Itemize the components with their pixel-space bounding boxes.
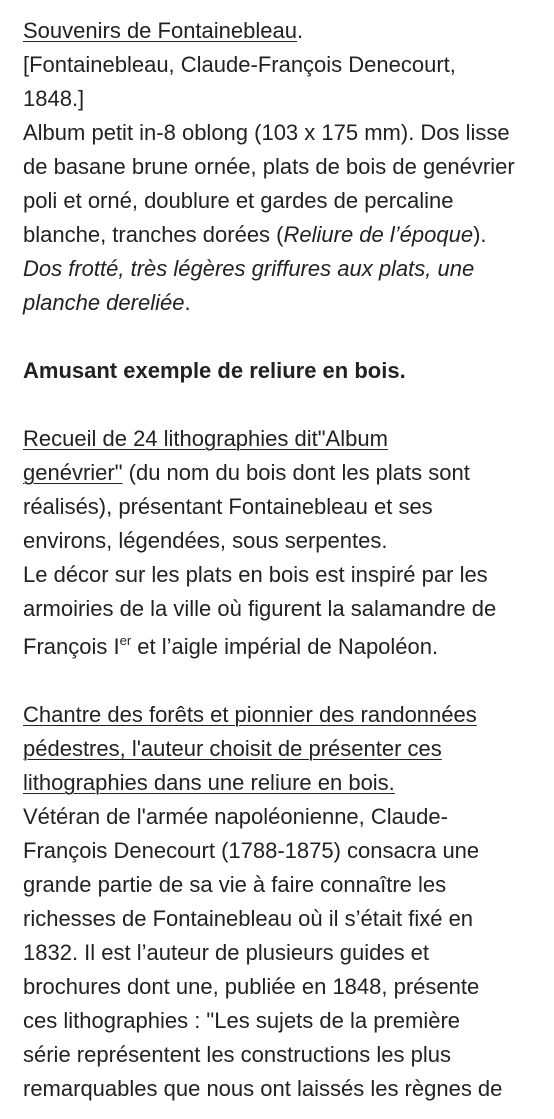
- binding-description: [23, 116, 538, 320]
- binding-period-note: Reliure de l’époque: [283, 222, 474, 247]
- recueil-line-4: environs, légendées, sous serpentes.: [23, 528, 388, 553]
- spacer: [23, 388, 538, 422]
- chantre-line-8: 1832. Il est l’auteur de plusieurs guides et: [23, 940, 430, 965]
- recueil-line-3: réalisés), présentant Fontainebleau et ses: [23, 494, 433, 519]
- binding-line-3: poli et orné, doublure et gardes de percaline: [23, 188, 454, 213]
- spacer: [23, 320, 538, 354]
- chantre-link-part-3[interactable]: lithographies dans une reliure en bois.: [23, 770, 395, 795]
- binding-line-4: [23, 218, 538, 252]
- chantre-line-11: série représentent les constructions les plus: [23, 1042, 451, 1067]
- headline: Amusant exemple de reliure en bois.: [23, 358, 406, 383]
- binding-line-1: Album petit in-8 oblong (103 x 175 mm). Dos lisse: [23, 120, 510, 145]
- chantre-line-12: remarquables que nous ont laissés les règnes de: [23, 1076, 503, 1101]
- recueil-line-2: [23, 456, 538, 490]
- binding-line-2: de basane brune ornée, plats de bois de genévrier: [23, 154, 515, 179]
- superscript-er: er: [119, 633, 132, 648]
- chantre-line-10: ces lithographies : "Les sujets de la première: [23, 1008, 461, 1033]
- recueil-line-1: [23, 422, 538, 456]
- title-line: [23, 14, 538, 48]
- chantre-line-7: richesses de Fontainebleau où il s’était fixé en: [23, 906, 474, 931]
- spacer: [23, 664, 538, 698]
- document-body: [23, 14, 538, 1106]
- imprint-line-2: 1848.]: [23, 86, 85, 111]
- chantre-line-4: Vétéran de l'armée napoléonienne, Claude-: [23, 804, 448, 829]
- title-link[interactable]: Souvenirs de Fontainebleau: [23, 18, 297, 43]
- chantre-line-5: François Denecourt (1788-1875) consacra une: [23, 838, 480, 863]
- recueil-text: (du nom du bois dont les plats sont: [122, 460, 470, 485]
- binding-text: blanche, tranches dorées (: [23, 222, 284, 247]
- recueil-line-6: armoiries de la ville où figurent la salamandre de: [23, 596, 497, 621]
- condition-line-1: Dos frotté, très légères griffures aux plats, une: [23, 256, 475, 281]
- title-paragraph: [23, 14, 538, 116]
- chantre-line-1: [23, 698, 538, 732]
- chantre-line-3: [23, 766, 538, 800]
- binding-close: ).: [473, 222, 487, 247]
- chantre-link-part-2[interactable]: pédestres, l'auteur choisit de présenter ces: [23, 736, 442, 761]
- recueil-link-part-2[interactable]: genévrier": [23, 460, 123, 485]
- recueil-text-end: et l’aigle impérial de Napoléon.: [131, 634, 439, 659]
- chantre-line-2: [23, 732, 538, 766]
- condition-period: .: [184, 290, 191, 315]
- chantre-link-part-1[interactable]: Chantre des forêts et pionnier des randonnées: [23, 702, 477, 727]
- condition-line-2: [23, 286, 538, 320]
- title-period: .: [296, 18, 304, 43]
- recueil-paragraph: [23, 422, 538, 664]
- chantre-paragraph: [23, 698, 538, 1106]
- condition-text: planche dereliée: [23, 290, 185, 315]
- recueil-text-francois: François I: [23, 634, 120, 659]
- recueil-line-5: Le décor sur les plats en bois est inspiré par les: [23, 562, 488, 587]
- chantre-line-9: brochures dont une, publiée en 1848, présente: [23, 974, 480, 999]
- recueil-link-part-1[interactable]: Recueil de 24 lithographies dit"Album: [23, 426, 388, 451]
- chantre-line-6: grande partie de sa vie à faire connaître les: [23, 872, 447, 897]
- imprint-line-1: [Fontainebleau, Claude-François Denecourt,: [23, 52, 456, 77]
- recueil-line-7: [23, 630, 538, 664]
